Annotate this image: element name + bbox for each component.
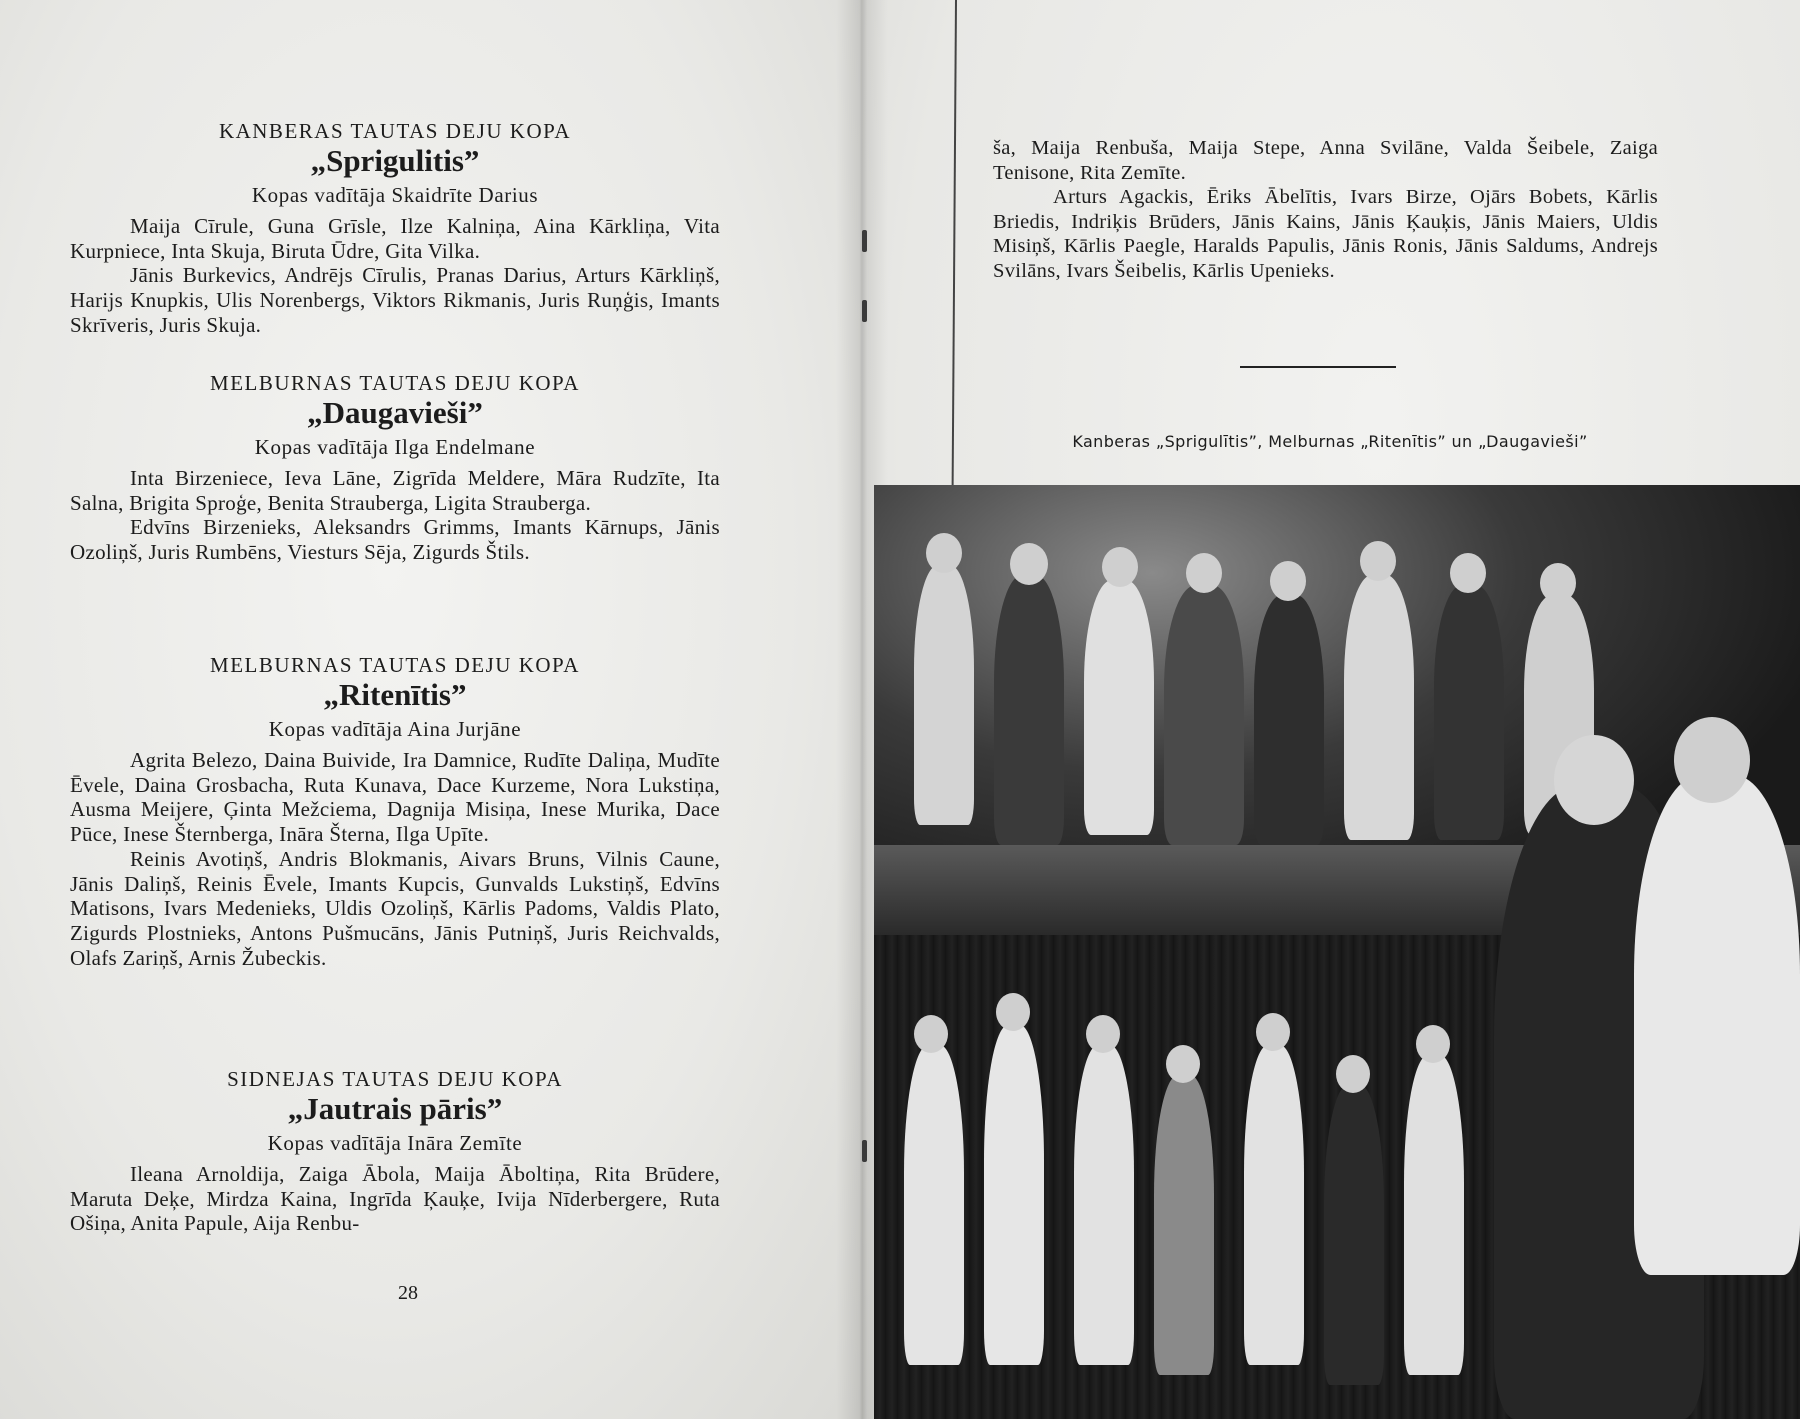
left-page	[0, 0, 862, 1419]
photo-dancer-head	[1360, 541, 1396, 581]
dance-groups-photo	[874, 485, 1800, 1419]
photo-dancer	[914, 565, 974, 825]
photo-dancer	[1084, 580, 1154, 835]
photo-dancer	[984, 1025, 1044, 1365]
photo-dancer	[1074, 1045, 1134, 1365]
group-title: KANBERAS TAUTAS DEJU KOPA	[218, 119, 572, 143]
photo-dancer-head	[1010, 543, 1048, 585]
photo-dancer-head	[1270, 561, 1306, 601]
photo-dancer	[1254, 595, 1324, 845]
photo-dancer	[1434, 585, 1504, 840]
men-list-continued: Arturs Agackis, Ēriks Ābelītis, Ivars Birze, Ojārs Bobets, Kārlis Briedis, Indriķis Brūders, Jānis Kains, Jānis Ķauķis, Jānis Maiers, Uldis Misiņš, Kārlis Paegle, Haralds Papulis, Jānis Ronis, Jānis Saldums, Andrejs Svilāns, Ivars Šeibelis, Kārlis Upenieks.	[993, 186, 1658, 282]
photo-foreground-dancer-head	[1554, 735, 1634, 825]
group-section-sprigulitis	[70, 118, 720, 338]
group-section-jautrais-paris	[70, 1066, 720, 1236]
women-list: Inta Birzeniece, Ieva Lāne, Zigrīda Meldere, Māra Rudzīte, Ita Salna, Brigita Sproģe, Benita Strauberga, Ligita Strauberga.	[70, 466, 720, 515]
women-list: Agrita Belezo, Daina Buivide, Ira Damnice, Rudīte Daliņa, Mudīte Ēvele, Daina Grosbacha, Ruta Kunava, Dace Kurzeme, Nora Lukstiņa, Ausma Meijere, Ģinta Mežciema, Dagnija Misiņa, Inese Murika, Dace Pūce, Inese Šternberga, Ināra Šterna, Ilga Upīte.	[70, 748, 720, 847]
photo-dancer-head	[1336, 1055, 1370, 1093]
photo-dancer-head	[1416, 1025, 1450, 1063]
women-list-continued: ša, Maija Renbuša, Maija Stepe, Anna Svilāne, Valda Šeibele, Zaiga Tenisone, Rita Zemīte.	[993, 137, 1658, 184]
photo-dancer	[904, 1045, 964, 1365]
photo-dancer	[1344, 575, 1414, 840]
section-divider	[1240, 366, 1396, 368]
group-title: SIDNEJAS TAUTAS DEJU KOPA	[227, 1067, 563, 1091]
photo-foreground-dancer	[1634, 775, 1800, 1275]
photo-dancer-head	[996, 993, 1030, 1031]
group-section-daugaviesi	[70, 370, 720, 565]
photo-caption: Kanberas „Sprigulītis”, Melburnas „Ritenītis” un „Daugavieši”	[1072, 432, 1588, 451]
women-list: Maija Cīrule, Guna Grīsle, Ilze Kalniņa, Aina Kārkliņa, Vita Kurpniece, Inta Skuja, Biruta Ūdre, Gita Vilka.	[70, 214, 720, 263]
photo-dancer-head	[1186, 553, 1222, 593]
group-section-ritenitis	[70, 652, 720, 970]
page-number: 28	[398, 1282, 418, 1304]
staple-mark	[862, 230, 867, 252]
men-list: Reinis Avotiņš, Andris Blokmanis, Aivars Bruns, Vilnis Caune, Jānis Daliņš, Reinis Ēvele, Imants Kupcis, Gunvalds Lukstiņš, Edvīns Matisons, Ivars Medenieks, Uldis Ozoliņš, Kārlis Padoms, Valdis Plato, Zigurds Plostnieks, Antons Pušmucāns, Jānis Putniņš, Juris Reichvalds, Olafs Zariņš, Arnis Žubeckis.	[70, 846, 720, 970]
group-name: „Ritenītis”	[323, 677, 467, 712]
staple-mark	[862, 1140, 867, 1162]
staple-mark	[862, 300, 867, 322]
group-leader: Kopas vadītāja Ināra Zemīte	[267, 1131, 523, 1155]
men-list: Edvīns Birzenieks, Aleksandrs Grimms, Imants Kārnups, Jānis Ozoliņš, Juris Rumbēns, Viesturs Sēja, Zigurds Štils.	[70, 515, 720, 565]
photo-dancer	[1244, 1045, 1304, 1365]
group-name: „Daugavieši”	[307, 395, 483, 430]
group-name: „Jautrais pāris”	[287, 1091, 503, 1126]
continued-members	[993, 136, 1658, 283]
group-title: MELBURNAS TAUTAS DEJU KOPA	[210, 653, 580, 677]
photo-dancer-head	[1256, 1013, 1290, 1051]
photo-dancer	[1154, 1075, 1214, 1375]
photo-dancer-head	[914, 1015, 948, 1053]
group-leader: Kopas vadītāja Ilga Endelmane	[254, 435, 536, 459]
photo-dancer-head	[926, 533, 962, 573]
photo-dancer-head	[1450, 553, 1486, 593]
photo-dancer	[1324, 1085, 1384, 1385]
photo-dancer	[994, 575, 1064, 845]
photo-dancer-head	[1166, 1045, 1200, 1083]
photo-dancer	[1164, 585, 1244, 845]
photo-dancer	[1404, 1055, 1464, 1375]
men-list: Jānis Burkevics, Andrējs Cīrulis, Pranas Darius, Arturs Kārkliņš, Harijs Knupkis, Ulis Norenbergs, Viktors Rikmanis, Juris Ruņģis, Imants Skrīveris, Juris Skuja.	[70, 263, 720, 337]
group-leader: Kopas vadītāja Aina Jurjāne	[268, 717, 522, 741]
photo-dancer-head	[1102, 547, 1138, 587]
women-list: Ileana Arnoldija, Zaiga Ābola, Maija Āboltiņa, Rita Brūdere, Maruta Deķe, Mirdza Kaina, Ingrīda Ķauķe, Ivija Nīderbergere, Ruta Ošiņa, Anita Papule, Aija Renbu-	[70, 1162, 720, 1236]
group-title: MELBURNAS TAUTAS DEJU KOPA	[210, 371, 580, 395]
photo-dancer-head	[1086, 1015, 1120, 1053]
photo-dancer-head	[1540, 563, 1576, 603]
group-name: „Sprigulitis”	[310, 143, 480, 178]
group-leader: Kopas vadītāja Skaidrīte Darius	[251, 183, 539, 207]
photo-foreground-dancer-head	[1674, 717, 1750, 803]
